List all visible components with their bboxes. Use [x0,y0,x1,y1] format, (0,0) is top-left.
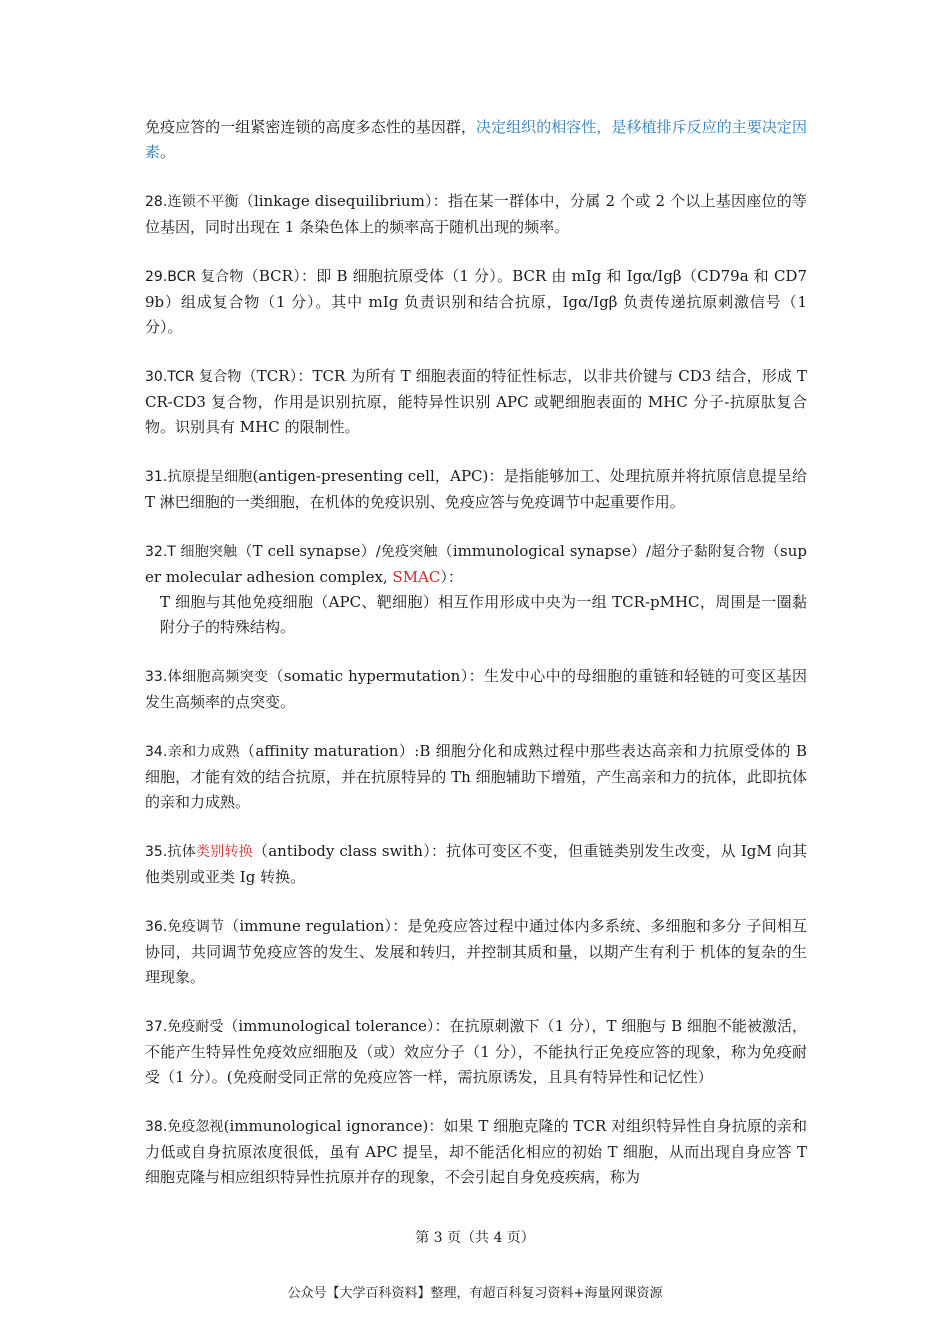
entry-30 [145,364,807,440]
entry-term: 28.连锁不平衡 [145,194,239,210]
entry-36 [145,914,807,990]
entry-body: （antibody class swith）：抗体可变区不变，但重链类别发生改变，从 IgM 向其他类别或亚类 Ig 转换。 [145,842,807,886]
entry-38 [145,1114,807,1190]
entry-paren: （T cell synapse） [237,542,376,560]
entry-body: (antigen-presenting cell，APC)：是指能够加工、处理抗原并将抗原信息提呈给 T 淋巴细胞的一类细胞，在机体的免疫识别、免疫应答与免疫调节中起重要作用。 [145,467,808,511]
entry-35 [145,839,807,890]
entry-37 [145,1014,807,1090]
page-content [145,115,807,1214]
entry-29 [145,264,807,340]
entry-term: 29.BCR 复合物 [145,269,244,285]
intro-end: 。 [160,143,176,161]
intro-paragraph [145,115,807,165]
entry-term: 30.TCR 复合物 [145,369,242,385]
entry-term: 37.免疫耐受 [145,1019,224,1035]
intro-text: 免疫应答的一组紧密连锁的高度多态性的基因群， [145,118,477,136]
entry-34 [145,739,807,815]
smac-highlight: SMAC [392,568,441,586]
class-switch-highlight: 类别转换 [196,844,253,860]
entry-term: 32.T 细胞突触 [145,544,238,560]
entry-body: （linkage disequilibrium）：指在某一群体中，分属 2 个或 2 个以上基因座位的等位基因，同时出现在 1 条染色体上的频率高于随机出现的频率。 [145,192,808,236]
entry-term: /免疫突触 [375,544,438,560]
entry-term: 35.抗体 [145,844,196,860]
entry-paren: ）： [440,568,463,586]
entry-term: 36.免疫调节 [145,919,225,935]
entry-32 [145,539,807,640]
entry-body: （BCR）：即 B 细胞抗原受体（1 分）。BCR 由 mIg 和 Igα/Igβ（CD79a 和 CD79b）组成复合物（1 分）。其中 mIg 负责识别和结合抗原，Igα/Igβ 负责传递抗原刺激信号（1 分）。 [145,267,808,336]
entry-body: （TCR）：TCR 为所有 T 细胞表面的特征性标志，以非共价键与 CD3 结合，形成 TCR-CD3 复合物，作用是识别抗原，能特异性识别 APC 或靶细胞表面的 MHC 分子-抗原肽复合物。识别具有 MHC 的限制性。 [145,367,807,436]
entry-28 [145,189,807,240]
entry-31 [145,464,807,515]
entry-term: 33.体细胞高频突变 [145,669,269,685]
entry-body: T 细胞与其他免疫细胞（APC、靶细胞）相互作用形成中央为一组 TCR-pMHC，周围是一圈黏附分子的特殊结构。 [160,593,807,636]
entry-paren: （immunological synapse） [437,542,647,560]
intro-highlight: 决定组织的相容性，是移植排斥反应的主要决定因素 [145,118,807,161]
entry-33 [145,664,807,715]
entry-body: （somatic hypermutation）：生发中心中的母细胞的重链和轻链的可变区基因发生高频率的点突变。 [145,667,807,711]
entry-body: （immunological tolerance）：在抗原刺激下（1 分），T 细胞与 B 细胞不能被激活，不能产生特异性免疫效应细胞及（或）效应分子（1 分），不能执行正免疫应答的现象，称为免疫耐受（1 分）。(免疫耐受同正常的免疫应答一样，需抗原诱发，且具有特异性和记忆性） [145,1017,808,1086]
entry-body: （immune regulation）：是免疫应答过程中通过体内多系统、多细胞和多分 子间相互协同，共同调节免疫应答的发生、发展和转归，并控制其质和量，以期产生有利于 机体的复杂的生理现象。 [145,917,807,986]
entry-term: 38.免疫忽视 [145,1119,224,1135]
page-number: 第 3 页（共 4 页） [415,1230,535,1246]
entry-body: （affinity maturation）:B 细胞分化和成熟过程中那些表达高亲和力抗原受体的 B 细胞，才能有效的结合抗原，并在抗原特异的 Th 细胞辅助下增殖，产生高亲和力的抗体，此即抗体的亲和力成熟。 [145,742,808,811]
entry-term: 31.抗原提呈细胞 [145,469,253,485]
entry-term: /超分子黏附复合物 [646,544,765,560]
entry-body: (immunological ignorance)：如果 T 细胞克隆的 TCR 对组织特异性自身抗原的亲和力低或自身抗原浓度很低，虽有 APC 提呈，却不能活化相应的初始 T 细胞，从而出现自身应答 T 细胞克隆与相应组织特异性抗原并存的现象，不会引起自身免疫疾病，称为 [145,1117,808,1186]
entry-paren: （super molecular adhesion complex, [145,542,808,586]
footer-note: 公众号【大学百科资料】整理，有超百科复习资料+海量网课资源 [287,1286,663,1301]
entry-term: 34.亲和力成熟 [145,744,240,760]
